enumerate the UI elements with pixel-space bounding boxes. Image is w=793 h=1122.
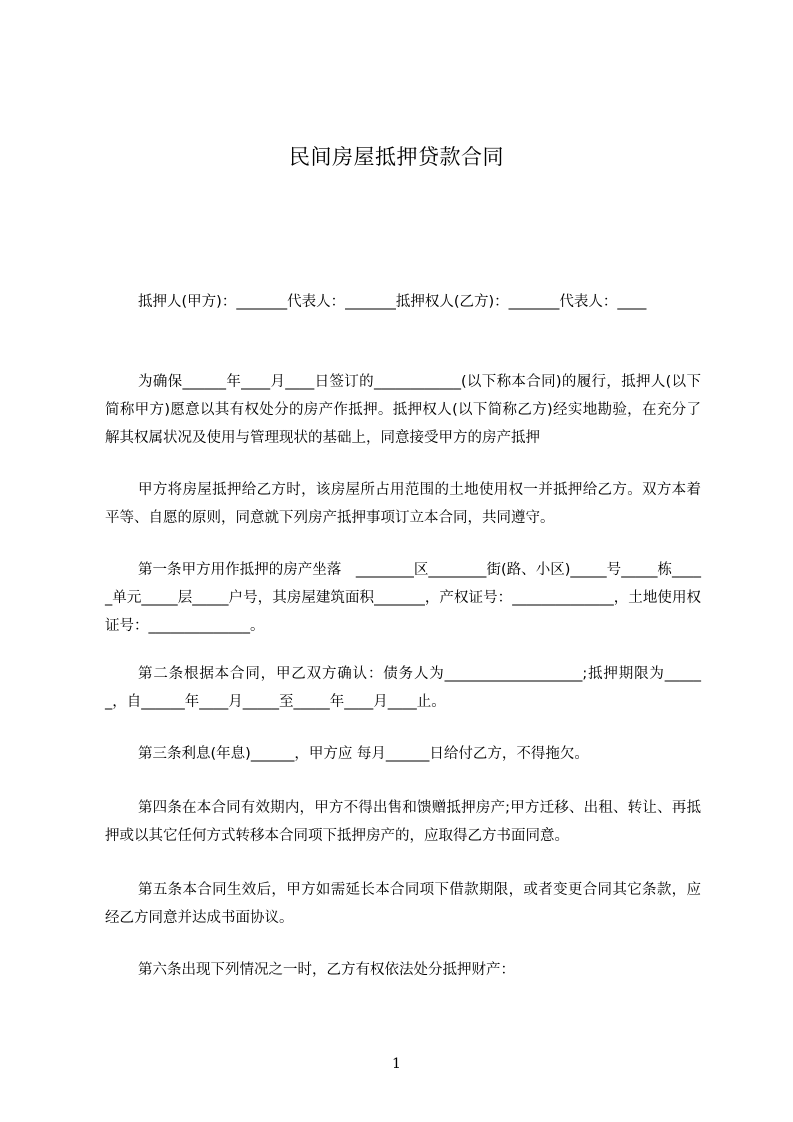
paragraph-land-use: 甲方将房屋抵押给乙方时，该房屋所占用范围的土地使用权一并抵押给乙方。双方本着平等、自愿的原则，同意就下列房产抵押事项订立本合同，共同遵守。 <box>105 482 701 526</box>
paragraph-parties: 抵押人(甲方)：_______代表人：_______抵押权人(乙方)：_______代表人：____ <box>138 294 647 310</box>
paragraph-article-5: 第五条本合同生效后，甲方如需延长本合同项下借款期限，或者变更合同其它条款，应经乙方同意并达成书面协议。 <box>105 882 701 926</box>
paragraph-purpose: 为确保______年____月____日签订的____________(以下称本合同)的履行，抵押人(以下简称甲方)愿意以其有权处分的房产作抵押。抵押权人(以下简称乙方)经实地勘验，在充分了解其权属状况及使用与管理现状的基础上，同意接受甲方的房产抵押 <box>105 374 702 446</box>
paragraph-article-4: 第四条在本合同有效期内，甲方不得出售和馈赠抵押房产;甲方迁移、出租、转让、再抵押或以其它任何方式转移本合同项下抵押房产的，应取得乙方书面同意。 <box>105 800 701 844</box>
paragraph-article-2: 第二条根据本合同，甲乙双方确认：债务人为___________________;抵押期限为______，自______年____月_____至_____年____月____止。 <box>105 666 701 710</box>
document-title: 民间房屋抵押贷款合同 <box>289 145 504 169</box>
paragraph-article-6: 第六条出现下列情况之一时，乙方有权依法处分抵押财产： <box>138 962 515 978</box>
page-number: 1 <box>392 1056 401 1072</box>
paragraph-article-1: 第一条甲方用作抵押的房产坐落 ________区________街(路、小区)_____号_____栋_____单元_____层_____户号，其房屋建筑面积_______，产权证号：______________，土地使用权证号：______________。 <box>105 562 701 634</box>
paragraph-article-3: 第三条利息(年息)______，甲方应 每月______日给付乙方，不得拖欠。 <box>138 746 589 762</box>
